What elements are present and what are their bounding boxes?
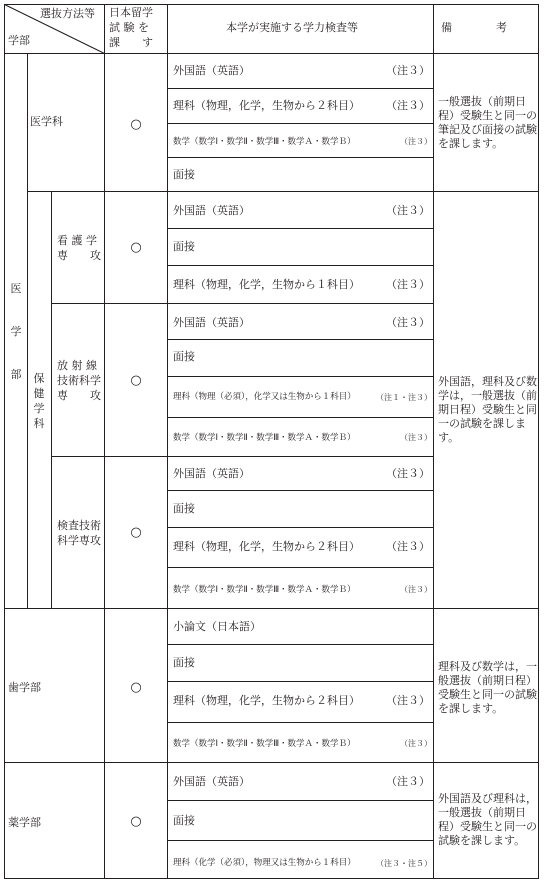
remark-pharmacy: 外国語及び理科は，一般選抜（前期日程）受験生と同一の試験を課します。: [438, 792, 537, 847]
exam-item: 面接: [173, 502, 195, 515]
dept-igakuka: 医学科: [30, 115, 63, 128]
faculty-pharmacy: 薬学部: [8, 816, 41, 829]
exam-item: 外国語（英語）: [173, 64, 250, 77]
exam-note: （注３）: [386, 694, 430, 707]
exam-item: 外国語（英語）: [173, 467, 250, 480]
dept-nursing-line-1: 看 護 学: [57, 234, 97, 247]
exam-item: 理科（化学（必須），物理又は生物から１科目）: [173, 858, 356, 868]
exam-item: 理科（物理，化学，生物から２科目）: [173, 694, 360, 707]
exam-note: （注３）: [400, 739, 432, 748]
faculty-dentistry: 歯学部: [8, 681, 41, 694]
eju-required-mark: ○: [130, 117, 142, 132]
exam-note: （注３）: [386, 204, 430, 217]
exam-item: 理科（物理，化学，生物から１科目）: [173, 278, 360, 291]
exam-item: 数学（数学Ⅰ・数学Ⅱ・数学Ⅲ・数学Ａ・数学Ｂ）: [173, 137, 356, 147]
header-eju-line-1: 日本留学: [109, 6, 153, 19]
exam-item: 数学（数学Ⅰ・数学Ⅱ・数学Ⅲ・数学Ａ・数学Ｂ）: [173, 739, 356, 749]
eju-required-mark: ○: [130, 373, 142, 388]
dept-health-char-3: 学: [33, 402, 45, 415]
header-exam-column: 本学が実施する学力検査等: [226, 21, 358, 34]
dept-health-char-4: 科: [33, 417, 45, 430]
header-remarks: 備 考: [441, 21, 507, 34]
dept-lab-line-2: 科学専攻: [57, 534, 101, 547]
faculty-medicine-char-3: 部: [10, 368, 22, 381]
exam-item: 面接: [173, 350, 195, 363]
remark-health: 外国語，理科及び数学は，一般選抜（前期日程）受験生と同一の試験を課します。: [438, 375, 537, 444]
exam-item: 小論文（日本語）: [173, 620, 261, 633]
exam-item: 理科（物理，化学，生物から２科目）: [173, 99, 360, 112]
exam-note: （注３・注５）: [376, 859, 432, 868]
exam-item: 数学（数学Ⅰ・数学Ⅱ・数学Ⅲ・数学Ａ・数学Ｂ）: [173, 433, 356, 443]
remark-medicine: 一般選抜（前期日程）受験生と同一の筆記及び面接の試験を課します。: [438, 95, 537, 150]
exam-item: 理科（物理，化学，生物から２科目）: [173, 540, 360, 553]
dept-lab-line-1: 検査技術: [57, 519, 101, 532]
eju-required-mark: ○: [130, 680, 142, 695]
exam-note: （注３）: [400, 585, 432, 594]
exam-note: （注３）: [386, 99, 430, 112]
dept-nursing-line-2: 専 攻: [57, 249, 101, 262]
header-faculty: 学部: [8, 34, 30, 47]
dept-radiology-line-3: 専 攻: [57, 389, 101, 402]
header-eju-line-3: 課 す: [109, 36, 153, 49]
exam-item: 外国語（英語）: [173, 204, 250, 217]
exam-note: （注３）: [386, 775, 430, 788]
exam-item: 面接: [173, 656, 195, 669]
remark-dentistry: 理科及び数学は，一般選抜（前期日程）受験生と同一の試験を課します。: [438, 660, 537, 715]
exam-item: 面接: [173, 240, 195, 253]
exam-item: 面接: [173, 168, 195, 181]
exam-note: （注１・注３）: [376, 393, 432, 402]
dept-health-char-2: 健: [33, 387, 45, 400]
exam-item: 数学（数学Ⅰ・数学Ⅱ・数学Ⅲ・数学Ａ・数学Ｂ）: [173, 585, 356, 595]
eju-required-mark: ○: [130, 240, 142, 255]
exam-item: 理科（物理（必須），化学又は生物から１科目）: [173, 392, 356, 402]
header-selection-method: 選抜方法等: [40, 7, 95, 20]
eju-required-mark: ○: [130, 814, 142, 829]
exam-note: （注３）: [386, 278, 430, 291]
faculty-medicine-char-2: 学: [10, 325, 22, 338]
exam-item: 外国語（英語）: [173, 775, 250, 788]
exam-item: 外国語（英語）: [173, 316, 250, 329]
eju-required-mark: ○: [130, 525, 142, 540]
faculty-medicine-char-1: 医: [10, 282, 22, 295]
exam-note: （注３）: [386, 540, 430, 553]
exam-note: （注３）: [400, 433, 432, 442]
exam-note: （注３）: [400, 137, 432, 146]
exam-note: （注３）: [386, 316, 430, 329]
dept-radiology-line-1: 放 射 線: [57, 359, 97, 372]
exam-note: （注３）: [386, 64, 430, 77]
exam-note: （注３）: [386, 467, 430, 480]
exam-item: 面接: [173, 814, 195, 827]
dept-radiology-line-2: 技術科学: [57, 374, 101, 387]
dept-health-char-1: 保: [33, 372, 45, 385]
header-eju-line-2: 試 験 を: [109, 21, 149, 34]
